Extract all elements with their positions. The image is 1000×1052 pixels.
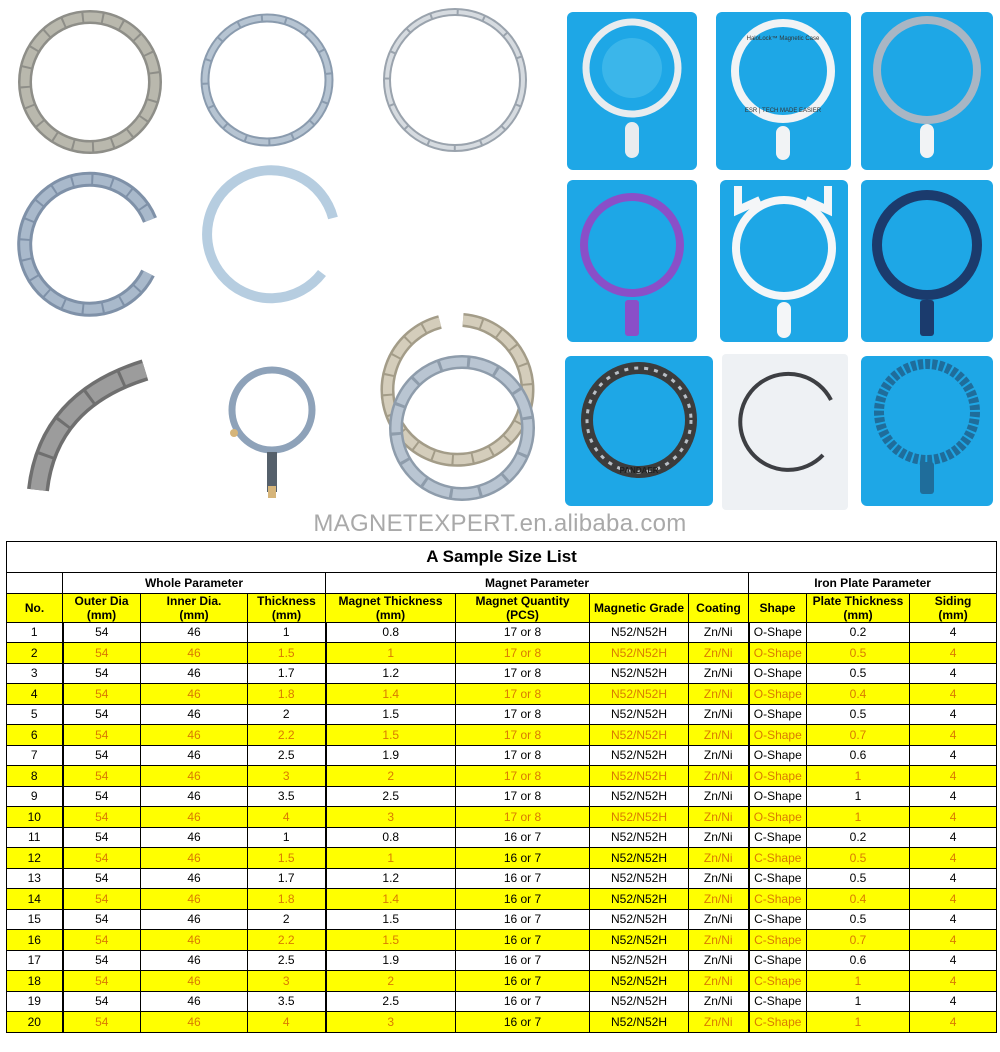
table-cell: 2.5 [326, 991, 456, 1012]
table-cell: 2.5 [248, 745, 326, 766]
table-cell: 1.2 [326, 868, 456, 889]
table-cell: Zn/Ni [689, 766, 749, 787]
white-plate-c-ring [722, 354, 848, 510]
table-cell: 4 [910, 807, 997, 828]
table-cell: 46 [141, 725, 248, 746]
column-header: Inner Dia. (mm) [141, 593, 248, 622]
table-cell: 54 [63, 909, 141, 930]
table-cell: 54 [63, 786, 141, 807]
table-row [7, 725, 997, 746]
table-cell: 16 or 7 [456, 909, 590, 930]
table-cell: 46 [141, 663, 248, 684]
table-cell: N52/N52H [590, 827, 689, 848]
table-cell: Zn/Ni [689, 643, 749, 664]
table-cell: 54 [63, 868, 141, 889]
table-cell: 4 [910, 950, 997, 971]
table-cell: N52/N52H [590, 971, 689, 992]
table-cell: N52/N52H [590, 909, 689, 930]
table-cell: 1 [326, 848, 456, 869]
table-cell: 16 or 7 [456, 827, 590, 848]
blue-plate-2 [716, 12, 851, 170]
table-cell: N52/N52H [590, 950, 689, 971]
table-cell: 7 [7, 745, 63, 766]
table-cell: 4 [910, 663, 997, 684]
table-cell: 54 [63, 971, 141, 992]
table-cell: O-Shape [749, 704, 807, 725]
table-cell: 54 [63, 950, 141, 971]
table-cell: 0.7 [807, 725, 910, 746]
table-cell: 0.2 [807, 622, 910, 643]
table-cell: N52/N52H [590, 1012, 689, 1033]
table-cell: 4 [910, 848, 997, 869]
plate-brand-text: HaloLock™ Magnetic Case [746, 36, 820, 42]
table-row [7, 889, 997, 910]
table-row [7, 971, 997, 992]
table-cell: O-Shape [749, 663, 807, 684]
table-cell: N52/N52H [590, 848, 689, 869]
table-cell: Zn/Ni [689, 991, 749, 1012]
column-header: No. [7, 593, 63, 622]
table-cell: 1.8 [248, 684, 326, 705]
table-cell: 0.5 [807, 663, 910, 684]
table-cell: 17 or 8 [456, 725, 590, 746]
table-cell: 4 [248, 807, 326, 828]
table-cell: 0.8 [326, 622, 456, 643]
table-cell: 54 [63, 991, 141, 1012]
ring-photo-3 [387, 12, 523, 148]
table-cell: 1.5 [326, 930, 456, 951]
table-cell: 1.9 [326, 745, 456, 766]
table-cell: Zn/Ni [689, 848, 749, 869]
table-row [7, 950, 997, 971]
table-cell: 46 [141, 827, 248, 848]
table-cell: 46 [141, 848, 248, 869]
table-cell: 6 [7, 725, 63, 746]
table-cell: 3.5 [248, 991, 326, 1012]
table-cell: 4 [910, 786, 997, 807]
table-cell: N52/N52H [590, 766, 689, 787]
table-cell: 0.5 [807, 848, 910, 869]
table-cell: C-Shape [749, 909, 807, 930]
table-cell: 2 [326, 971, 456, 992]
table-cell: O-Shape [749, 807, 807, 828]
column-header: Thickness (mm) [248, 593, 326, 622]
table-cell: N52/N52H [590, 786, 689, 807]
table-cell: 17 or 8 [456, 807, 590, 828]
table-cell: N52/N52H [590, 684, 689, 705]
table-cell: N52/N52H [590, 889, 689, 910]
table-cell: Zn/Ni [689, 663, 749, 684]
blue-plate-1 [567, 12, 697, 170]
table-cell: 4 [910, 991, 997, 1012]
table-cell: C-Shape [749, 1012, 807, 1033]
table-cell: 3 [326, 807, 456, 828]
table-cell: 4 [7, 684, 63, 705]
table-cell: 0.5 [807, 868, 910, 889]
table-cell: 17 or 8 [456, 745, 590, 766]
column-header: Magnetic Grade [590, 593, 689, 622]
table-cell: 1 [807, 766, 910, 787]
table-cell: N52/N52H [590, 807, 689, 828]
watermark: MAGNETEXPERT.en.alibaba.com [313, 510, 687, 537]
table-row [7, 745, 997, 766]
table-cell: 16 or 7 [456, 889, 590, 910]
ring-with-tab-photo [230, 370, 312, 498]
table-cell: 19 [7, 991, 63, 1012]
table-cell: 17 [7, 950, 63, 971]
table-cell: 1 [248, 622, 326, 643]
table-cell: 54 [63, 663, 141, 684]
table-cell: Zn/Ni [689, 868, 749, 889]
table-cell: 1 [807, 1012, 910, 1033]
table-row [7, 643, 997, 664]
ring-photo-1 [25, 17, 155, 147]
table-cell: 1.7 [248, 868, 326, 889]
table-cell: 46 [141, 930, 248, 951]
table-cell: 1.5 [326, 909, 456, 930]
table-cell: 16 or 7 [456, 950, 590, 971]
table-cell: 4 [910, 725, 997, 746]
column-header: Magnet Quantity (PCS) [456, 593, 590, 622]
table-cell: 4 [910, 704, 997, 725]
table-cell: 1 [807, 807, 910, 828]
table-cell: 16 [7, 930, 63, 951]
column-header: Plate Thickness (mm) [807, 593, 910, 622]
table-cell: N52/N52H [590, 643, 689, 664]
table-cell: 1 [807, 786, 910, 807]
plate-ring-text: PANDAER [619, 466, 659, 475]
table-cell: 46 [141, 745, 248, 766]
table-cell: 2 [326, 766, 456, 787]
table-row [7, 766, 997, 787]
product-photos [0, 0, 1000, 512]
table-cell: O-Shape [749, 622, 807, 643]
table-cell: 1.2 [326, 663, 456, 684]
table-cell: 3.5 [248, 786, 326, 807]
table-cell: C-Shape [749, 950, 807, 971]
table-cell: 54 [63, 1012, 141, 1033]
table-cell: 4 [910, 643, 997, 664]
table-cell: 46 [141, 786, 248, 807]
table-cell: 4 [910, 684, 997, 705]
table-cell: C-Shape [749, 889, 807, 910]
table-cell: 1 [7, 622, 63, 643]
column-header: Shape [749, 593, 807, 622]
table-cell: O-Shape [749, 745, 807, 766]
column-header: Coating [689, 593, 749, 622]
table-row [7, 663, 997, 684]
table-cell: O-Shape [749, 684, 807, 705]
table-cell: 0.5 [807, 643, 910, 664]
table-cell: O-Shape [749, 725, 807, 746]
table-cell: 4 [910, 889, 997, 910]
table-cell: 16 or 7 [456, 848, 590, 869]
table-cell: 16 or 7 [456, 930, 590, 951]
table-body [7, 622, 997, 1032]
table-cell: 0.7 [807, 930, 910, 951]
table-cell: 54 [63, 745, 141, 766]
c-ring-photo-2 [207, 170, 333, 298]
table-cell: C-Shape [749, 991, 807, 1012]
table-row [7, 827, 997, 848]
table-cell: 0.8 [326, 827, 456, 848]
ring-photo-2 [205, 18, 329, 142]
table-cell: 17 or 8 [456, 786, 590, 807]
table-cell: 1.4 [326, 889, 456, 910]
table-cell: C-Shape [749, 827, 807, 848]
table-cell: 2 [248, 909, 326, 930]
table-cell: 46 [141, 950, 248, 971]
table-cell: 46 [141, 909, 248, 930]
column-header-row [7, 593, 997, 622]
table-cell: 54 [63, 643, 141, 664]
sample-size-table [6, 541, 997, 1033]
table-cell: 1.9 [326, 950, 456, 971]
table-cell: C-Shape [749, 971, 807, 992]
table-cell: 54 [63, 889, 141, 910]
table-row [7, 930, 997, 951]
table-cell: 10 [7, 807, 63, 828]
table-cell: 17 or 8 [456, 622, 590, 643]
table-cell: C-Shape [749, 868, 807, 889]
table-cell: 4 [910, 745, 997, 766]
table-title: A Sample Size List [7, 542, 997, 573]
table-cell: 4 [910, 971, 997, 992]
table-cell: N52/N52H [590, 868, 689, 889]
table-cell: 54 [63, 807, 141, 828]
table-cell: N52/N52H [590, 991, 689, 1012]
table-cell: Zn/Ni [689, 930, 749, 951]
table-cell: 3 [248, 766, 326, 787]
table-cell: 54 [63, 704, 141, 725]
table-cell: C-Shape [749, 930, 807, 951]
table-cell: 1 [807, 991, 910, 1012]
table-cell: 2 [248, 704, 326, 725]
c-ring-photo-1 [25, 179, 150, 309]
table-cell: 3 [326, 1012, 456, 1033]
table-cell: 11 [7, 827, 63, 848]
table-cell: 54 [63, 725, 141, 746]
table-cell: 9 [7, 786, 63, 807]
table-cell: 1.7 [248, 663, 326, 684]
table-cell: 1.5 [326, 704, 456, 725]
column-header: Siding (mm) [910, 593, 997, 622]
table-cell: 3 [7, 663, 63, 684]
table-cell: 1.5 [248, 848, 326, 869]
table-cell: 1.5 [326, 725, 456, 746]
table-cell: 4 [910, 766, 997, 787]
table-cell: 15 [7, 909, 63, 930]
table-cell: Zn/Ni [689, 684, 749, 705]
table-cell: Zn/Ni [689, 889, 749, 910]
table-row [7, 909, 997, 930]
table-cell: 17 or 8 [456, 684, 590, 705]
table-row [7, 684, 997, 705]
table-cell: O-Shape [749, 766, 807, 787]
table-cell: 46 [141, 807, 248, 828]
blue-plate-6 [861, 180, 993, 342]
table-cell: 16 or 7 [456, 1012, 590, 1033]
table-cell: 0.5 [807, 704, 910, 725]
table-cell: O-Shape [749, 786, 807, 807]
table-cell: Zn/Ni [689, 704, 749, 725]
table-cell: 16 or 7 [456, 991, 590, 1012]
table-cell: 4 [910, 622, 997, 643]
table-cell: 2.2 [248, 930, 326, 951]
group-iron-plate-parameter: Iron Plate Parameter [749, 573, 997, 594]
table-row [7, 991, 997, 1012]
table-cell: O-Shape [749, 643, 807, 664]
blue-plate-7 [565, 356, 713, 506]
blue-plate-8 [861, 356, 993, 506]
table-cell: 46 [141, 971, 248, 992]
table-cell: 0.6 [807, 745, 910, 766]
table-cell: N52/N52H [590, 622, 689, 643]
table-cell: 46 [141, 643, 248, 664]
table-cell: 0.4 [807, 684, 910, 705]
table-cell: 46 [141, 991, 248, 1012]
group-magnet-parameter: Magnet Parameter [326, 573, 749, 594]
table-cell: Zn/Ni [689, 725, 749, 746]
table-cell: 4 [248, 1012, 326, 1033]
table-row [7, 1012, 997, 1033]
blue-plate-5 [720, 180, 848, 342]
table-cell: 54 [63, 848, 141, 869]
table-cell: 46 [141, 1012, 248, 1033]
table-cell: 8 [7, 766, 63, 787]
table-cell: 20 [7, 1012, 63, 1033]
column-header: Outer Dia (mm) [63, 593, 141, 622]
table-cell: N52/N52H [590, 745, 689, 766]
table-cell: 0.6 [807, 950, 910, 971]
table-cell: 54 [63, 930, 141, 951]
table-row [7, 807, 997, 828]
table-row [7, 868, 997, 889]
table-cell: 2 [7, 643, 63, 664]
table-cell: 2.5 [248, 950, 326, 971]
table-row [7, 848, 997, 869]
table-cell: 4 [910, 1012, 997, 1033]
table-cell: 4 [910, 827, 997, 848]
table-cell: Zn/Ni [689, 1012, 749, 1033]
table-cell: 1 [326, 643, 456, 664]
table-cell: 1.5 [248, 643, 326, 664]
table-cell: 3 [248, 971, 326, 992]
table-cell: 13 [7, 868, 63, 889]
table-cell: 46 [141, 868, 248, 889]
table-cell: 14 [7, 889, 63, 910]
table-cell: 4 [910, 909, 997, 930]
table-row [7, 786, 997, 807]
table-cell: Zn/Ni [689, 786, 749, 807]
table-cell: 1.8 [248, 889, 326, 910]
table-cell: Zn/Ni [689, 745, 749, 766]
table-row [7, 704, 997, 725]
table-cell: Zn/Ni [689, 971, 749, 992]
table-cell: 46 [141, 704, 248, 725]
table-cell: Zn/Ni [689, 909, 749, 930]
table-cell: Zn/Ni [689, 807, 749, 828]
table-cell: Zn/Ni [689, 827, 749, 848]
blue-plate-4 [567, 180, 697, 342]
table-row [7, 622, 997, 643]
table-cell: N52/N52H [590, 704, 689, 725]
table-cell: 2.5 [326, 786, 456, 807]
table-cell: 5 [7, 704, 63, 725]
table-cell: 1 [248, 827, 326, 848]
table-cell: 46 [141, 622, 248, 643]
table-cell: 46 [141, 766, 248, 787]
table-cell: 17 or 8 [456, 643, 590, 664]
table-cell: 16 or 7 [456, 868, 590, 889]
table-cell: 17 or 8 [456, 704, 590, 725]
table-cell: N52/N52H [590, 930, 689, 951]
table-cell: 17 or 8 [456, 766, 590, 787]
table-cell: 18 [7, 971, 63, 992]
table-cell: 4 [910, 868, 997, 889]
arc-magnets-photo [38, 370, 145, 490]
table-cell: 54 [63, 622, 141, 643]
table-cell: 0.4 [807, 889, 910, 910]
table-cell: 1 [807, 971, 910, 992]
table-cell: 17 or 8 [456, 663, 590, 684]
table-cell: Zn/Ni [689, 950, 749, 971]
table-cell: 46 [141, 889, 248, 910]
table-cell: 54 [63, 766, 141, 787]
table-cell: C-Shape [749, 848, 807, 869]
table-cell: 0.5 [807, 909, 910, 930]
table-cell: 4 [910, 930, 997, 951]
table-cell: 46 [141, 684, 248, 705]
group-empty [7, 573, 63, 594]
column-header: Magnet Thickness (mm) [326, 593, 456, 622]
group-whole-parameter: Whole Parameter [63, 573, 326, 594]
table-cell: 1.4 [326, 684, 456, 705]
table-cell: N52/N52H [590, 725, 689, 746]
table-cell: Zn/Ni [689, 622, 749, 643]
table-cell: 2.2 [248, 725, 326, 746]
table-cell: 54 [63, 827, 141, 848]
table-cell: 16 or 7 [456, 971, 590, 992]
table-cell: 0.2 [807, 827, 910, 848]
plate-tagline-text: ESR | TECH MADE EASIER [744, 108, 822, 114]
table-cell: 12 [7, 848, 63, 869]
blue-plate-3 [861, 12, 993, 170]
table-cell: 54 [63, 684, 141, 705]
table-cell: N52/N52H [590, 663, 689, 684]
